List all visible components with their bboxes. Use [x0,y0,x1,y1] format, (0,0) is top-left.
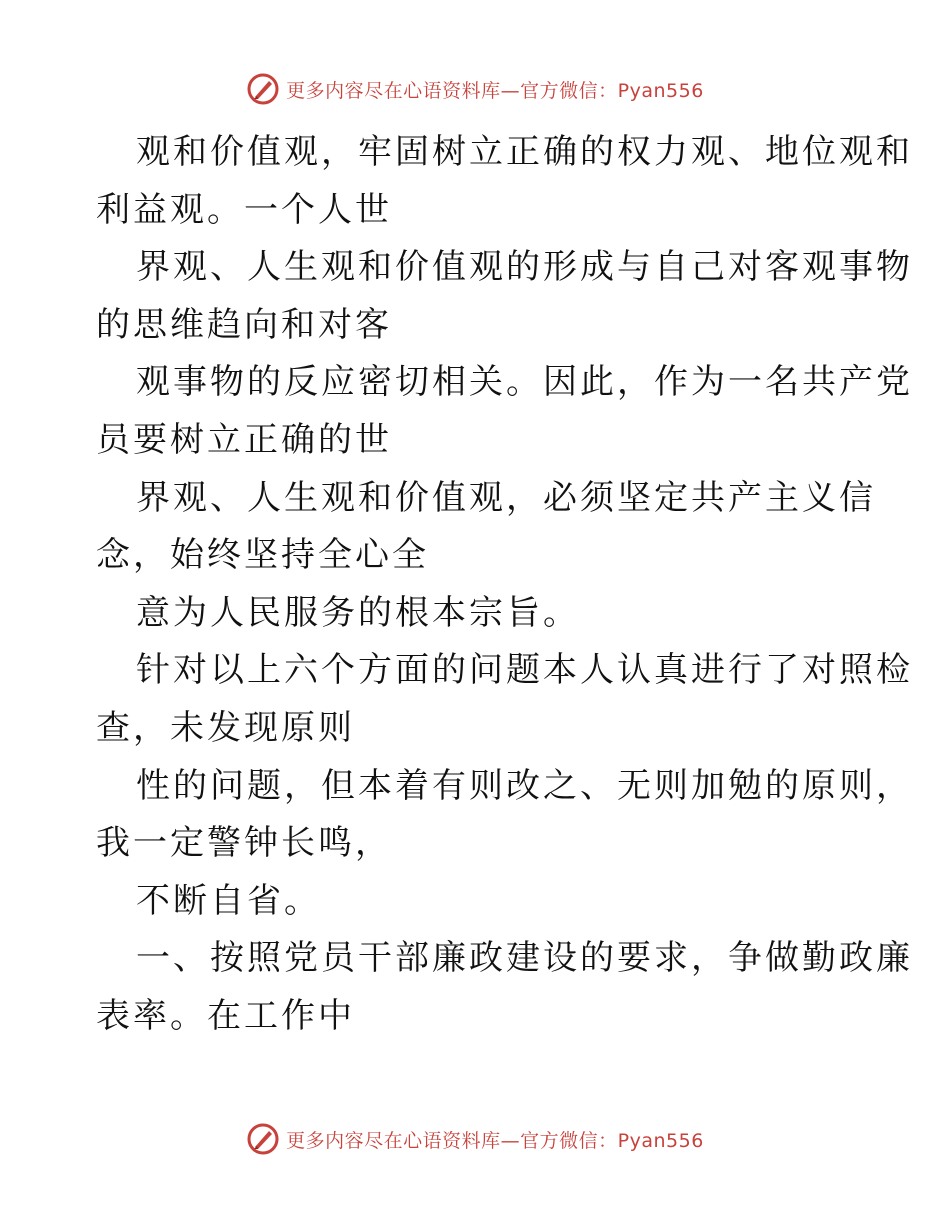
text-line: 界观、人生观和价值观的形成与自己对客观事物 [136,247,913,288]
text-line: 的思维趋向和对客 [96,304,392,345]
text-line: 界观、人生观和价值观，必须坚定共产主义信 [136,477,876,518]
quill-logo-icon [246,72,280,106]
text-line: 一、按照党员干部廉政建设的要求，争做勤政廉 [136,938,913,979]
text-line: 意为人民服务的根本宗旨。 [136,592,580,633]
footer-watermark [0,1122,950,1156]
watermark-text: 更多内容尽在心语资料库—官方微信：Pyan556 [286,79,704,102]
text-line: 针对以上六个方面的问题本人认真进行了对照检 [136,650,913,691]
text-line: 不断自省。 [136,880,321,921]
watermark-text: 更多内容尽在心语资料库—官方微信：Pyan556 [286,1129,704,1152]
text-line: 查，未发现原则 [96,707,355,748]
text-line: 员要树立正确的世 [96,419,392,460]
header-watermark [0,72,950,106]
text-line: 念，始终坚持全心全 [96,535,429,576]
text-line: 观和价值观，牢固树立正确的权力观、地位观和 [136,132,913,172]
text-line: 观事物的反应密切相关。因此，作为一名共产党 [136,362,913,403]
text-line: 我一定警钟长鸣， [96,823,392,864]
text-line: 表率。在工作中 [96,995,355,1036]
document-body [96,124,913,1046]
text-line: 利益观。一个人世 [96,189,392,230]
quill-logo-icon [246,1122,280,1156]
text-line: 性的问题，但本着有则改之、无则加勉的原则， [136,765,913,806]
